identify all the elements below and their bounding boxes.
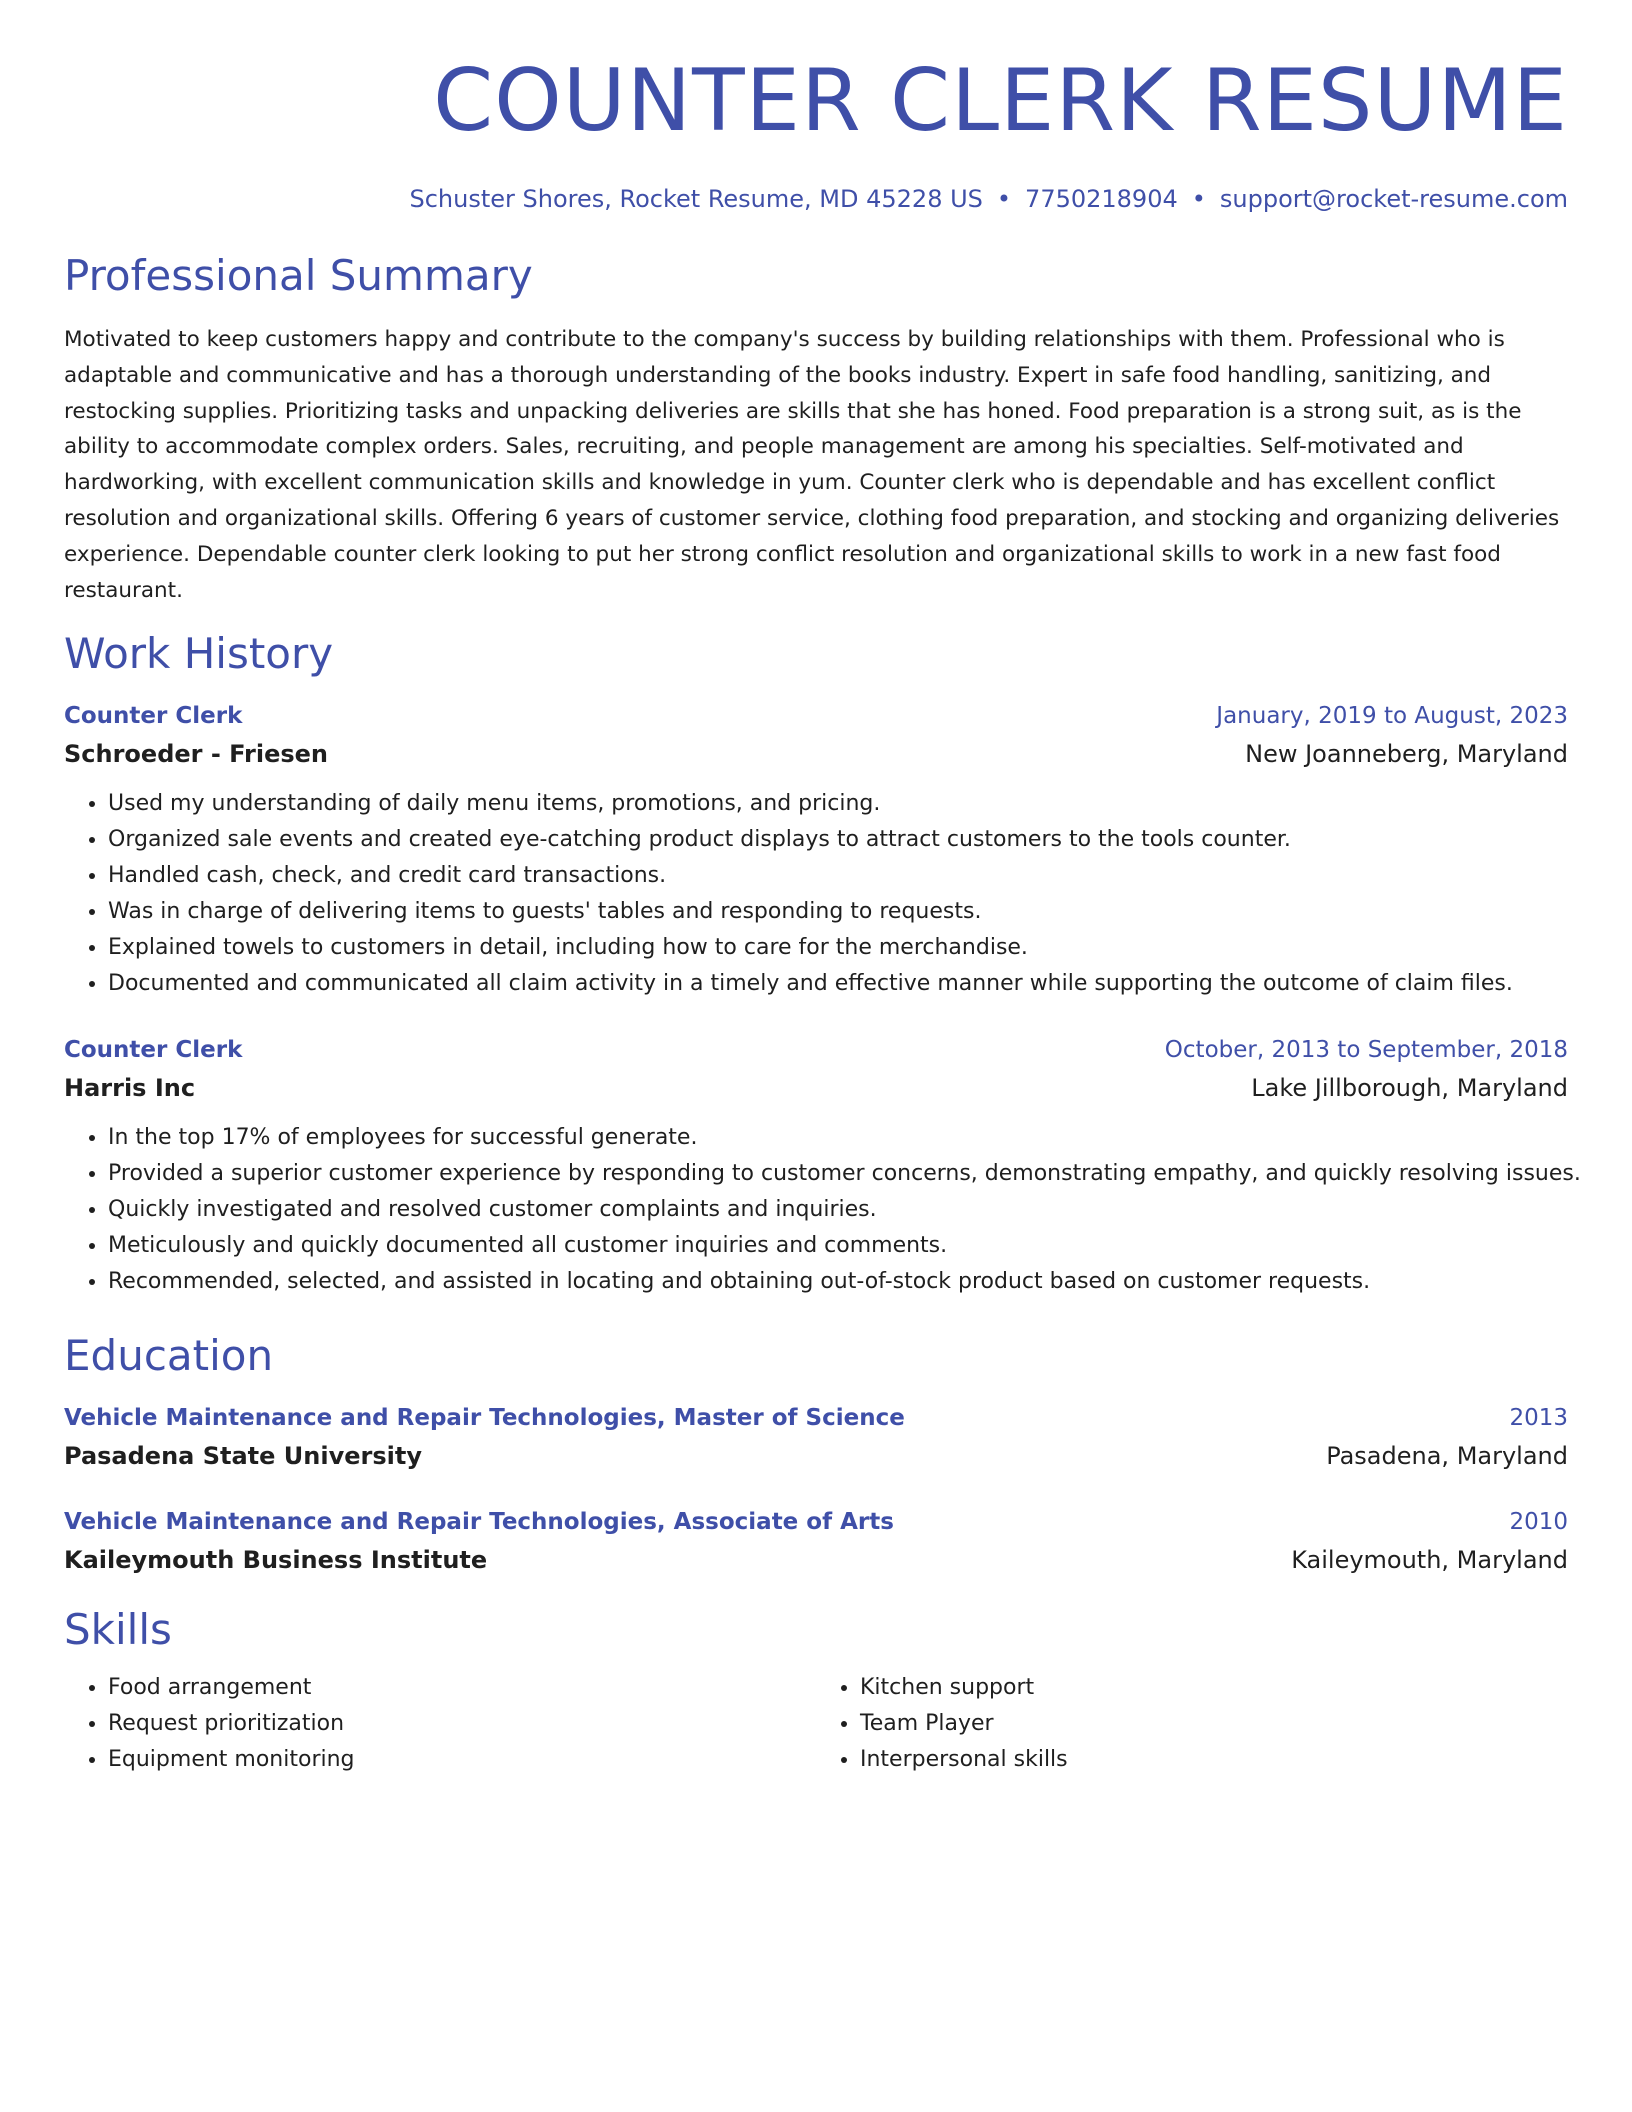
contact-phone: 7750218904: [1025, 185, 1178, 213]
skill-item: • Team Player: [860, 1706, 1568, 1742]
skills-list: [64, 1670, 816, 1778]
job-bullet: • Handled cash, check, and credit card transactions.: [108, 858, 1568, 894]
skill-item: • Food arrangement: [108, 1670, 816, 1706]
education-year: 2013: [1509, 1405, 1568, 1432]
contact-address: Schuster Shores, Rocket Resume, MD 45228 US: [409, 185, 983, 213]
job-dates: January, 2019 to August, 2023: [1216, 703, 1568, 730]
education-location: Pasadena, Maryland: [1326, 1442, 1568, 1471]
skill-item: • Request prioritization: [108, 1706, 816, 1742]
skills-column-left: [64, 1670, 816, 1778]
job-bullet: • Documented and communicated all claim activity in a timely and effective manner while supporting the outcome of claim files.: [108, 966, 1568, 1002]
skill-item: • Equipment monitoring: [108, 1742, 816, 1778]
education-year: 2010: [1509, 1509, 1568, 1536]
job-entry: [64, 1032, 1581, 1300]
education-location: Kaileymouth, Maryland: [1291, 1546, 1568, 1575]
work-history-heading: Work History: [64, 629, 334, 679]
job-role: Counter Clerk: [64, 1037, 243, 1064]
education-school: Kaileymouth Business Institute: [64, 1546, 488, 1575]
education-entry: [64, 1504, 1568, 1580]
job-bullet: • Provided a superior customer experience by responding to customer concerns, demonstrating empathy, and quickly resolving issues.: [108, 1156, 1568, 1192]
skill-item: • Interpersonal skills: [860, 1742, 1568, 1778]
education-header: [64, 1400, 1568, 1436]
education-degree: Vehicle Maintenance and Repair Technologies, Associate of Arts: [64, 1509, 894, 1536]
skills-heading: Skills: [64, 1605, 172, 1655]
resume-title: COUNTER CLERK RESUME: [433, 51, 1568, 151]
job-location: New Joanneberg, Maryland: [1245, 740, 1568, 769]
job-bullet: • In the top 17% of employees for successful generate.: [108, 1120, 1568, 1156]
contact-separator: •: [996, 185, 1012, 213]
job-bullet: • Used my understanding of daily menu items, promotions, and pricing.: [108, 786, 1568, 822]
job-role: Counter Clerk: [64, 703, 243, 730]
skills-grid: [64, 1670, 1568, 1778]
job-header: [64, 1032, 1568, 1068]
skills-column-right: [816, 1670, 1568, 1778]
job-header: [64, 698, 1568, 734]
education-heading: Education: [64, 1331, 274, 1381]
education-subheader: [64, 1540, 1568, 1580]
job-bullet: • Explained towels to customers in detail, including how to care for the merchandise.: [108, 930, 1568, 966]
contact-email: support@rocket-resume.com: [1219, 185, 1568, 213]
skills-list: [816, 1670, 1568, 1778]
education-entry: [64, 1400, 1568, 1476]
summary-text: Motivated to keep customers happy and contribute to the company's success by building relationships with them. Professional who is adaptable and communicative and has a thorough understanding of the books industry. Expert in safe food handling, sanitizing, and restocking supplies. Prioritizing tasks and unpacking deliveries are skills that she has honed. Food preparation is a strong suit, as is the ability to accommodate complex orders. Sales, recruiting, and people management are among his specialties. Self-motivated and hardworking, with excellent communication skills and knowledge in yum. Counter clerk who is dependable and has excellent conflict resolution and organizational skills. Offering 6 years of customer service, clothing food preparation, and stocking and organizing deliveries experience. Dependable counter clerk looking to put her strong conflict resolution and organizational skills to work in a new fast food restaurant.: [64, 327, 1560, 603]
job-location: Lake Jillborough, Maryland: [1251, 1074, 1568, 1103]
contact-separator: •: [1191, 185, 1206, 213]
job-employer: Harris Inc: [64, 1074, 196, 1103]
education-subheader: [64, 1436, 1568, 1476]
job-bullet: • Meticulously and quickly documented all customer inquiries and comments.: [108, 1228, 1568, 1264]
job-bullet: • Quickly investigated and resolved customer complaints and inquiries.: [108, 1192, 1568, 1228]
summary-heading: Professional Summary: [64, 251, 533, 300]
job-bullets: [64, 1120, 1581, 1300]
job-employer: Schroeder - Friesen: [64, 740, 329, 769]
contact-line: [64, 184, 1568, 214]
skill-item: • Kitchen support: [860, 1670, 1568, 1706]
job-bullet: • Recommended, selected, and assisted in locating and obtaining out-of-stock product based on customer requests.: [108, 1264, 1568, 1300]
job-subheader: [64, 1068, 1568, 1108]
job-bullet: • Was in charge of delivering items to guests' tables and responding to requests.: [108, 894, 1568, 930]
job-bullets: [64, 786, 1568, 1002]
job-bullet: • Organized sale events and created eye-catching product displays to attract customers to the tools counter.: [108, 822, 1568, 858]
job-subheader: [64, 734, 1568, 774]
education-header: [64, 1504, 1568, 1540]
job-entry: [64, 698, 1568, 1002]
job-dates: October, 2013 to September, 2018: [1164, 1037, 1568, 1064]
education-degree: Vehicle Maintenance and Repair Technologies, Master of Science: [64, 1405, 905, 1432]
education-school: Pasadena State University: [64, 1442, 422, 1471]
